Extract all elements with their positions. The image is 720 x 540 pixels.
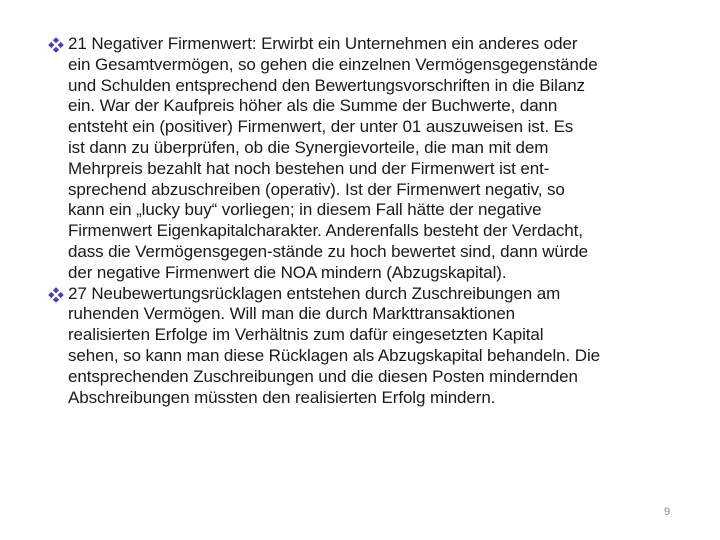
bullet-text-line: der negative Firmenwert die NOA mindern (Abzugskapital).: [68, 262, 507, 282]
bullet-text-line: ein Gesamtvermögen, so gehen die einzelnen Vermögensgegenstände: [68, 54, 598, 74]
bullet-text-line: und Schulden entsprechend den Bewertungsvorschriften in die Bilanz: [68, 75, 585, 95]
bullet-text-line: ein. War der Kaufpreis höher als die Summe der Buchwerte, dann: [68, 96, 558, 116]
bullet-text-line: Firmenwert Eigenkapitalcharakter. Anderenfalls besteht der Verdacht,: [68, 221, 583, 241]
bullet-text-line: Mehrpreis bezahlt hat noch bestehen und der Firmenwert ist ent-: [68, 158, 550, 178]
bullet-text-line: 27 Neubewertungsrücklagen entstehen durch Zuschreibungen am: [68, 283, 561, 303]
bullet-text-line: sehen, so kann man diese Rücklagen als Abzugskapital behandeln. Die: [68, 345, 600, 365]
diamond-bullet-icon: [48, 37, 64, 53]
bullet-list: [48, 34, 698, 408]
bullet-text-line: ist dann zu überprüfen, ob die Synergievorteile, die man mit dem: [68, 137, 549, 157]
bullet-text-line: sprechend abzuschreiben (operativ). Ist der Firmenwert negativ, so: [68, 179, 565, 199]
bullet-text-line: Abschreibungen müssten den realisierten Erfolg mindern.: [68, 387, 496, 407]
bullet-item: [48, 34, 698, 284]
bullet-text-line: entsteht ein (positiver) Firmenwert, der unter 01 auszuweisen ist. Es: [68, 117, 574, 137]
bullet-text-line: entsprechenden Zuschreibungen und die diesen Posten mindernden: [68, 366, 578, 386]
diamond-bullet-icon: [48, 287, 64, 303]
page-number: 9: [664, 506, 671, 518]
bullet-item: [48, 284, 698, 409]
bullet-text-line: kann ein „lucky buy“ vorliegen; in diesem Fall hätte der negative: [68, 200, 542, 220]
bullet-text-line: dass die Vermögensgegen-stände zu hoch bewertet sind, dann würde: [68, 241, 589, 261]
bullet-text-line: realisierten Erfolge im Verhältnis zum dafür eingesetzten Kapital: [68, 325, 544, 345]
bullet-text-line: 21 Negativer Firmenwert: Erwirbt ein Unternehmen ein anderes oder: [68, 34, 578, 53]
bullet-text-line: ruhenden Vermögen. Will man die durch Markttransaktionen: [68, 304, 516, 324]
